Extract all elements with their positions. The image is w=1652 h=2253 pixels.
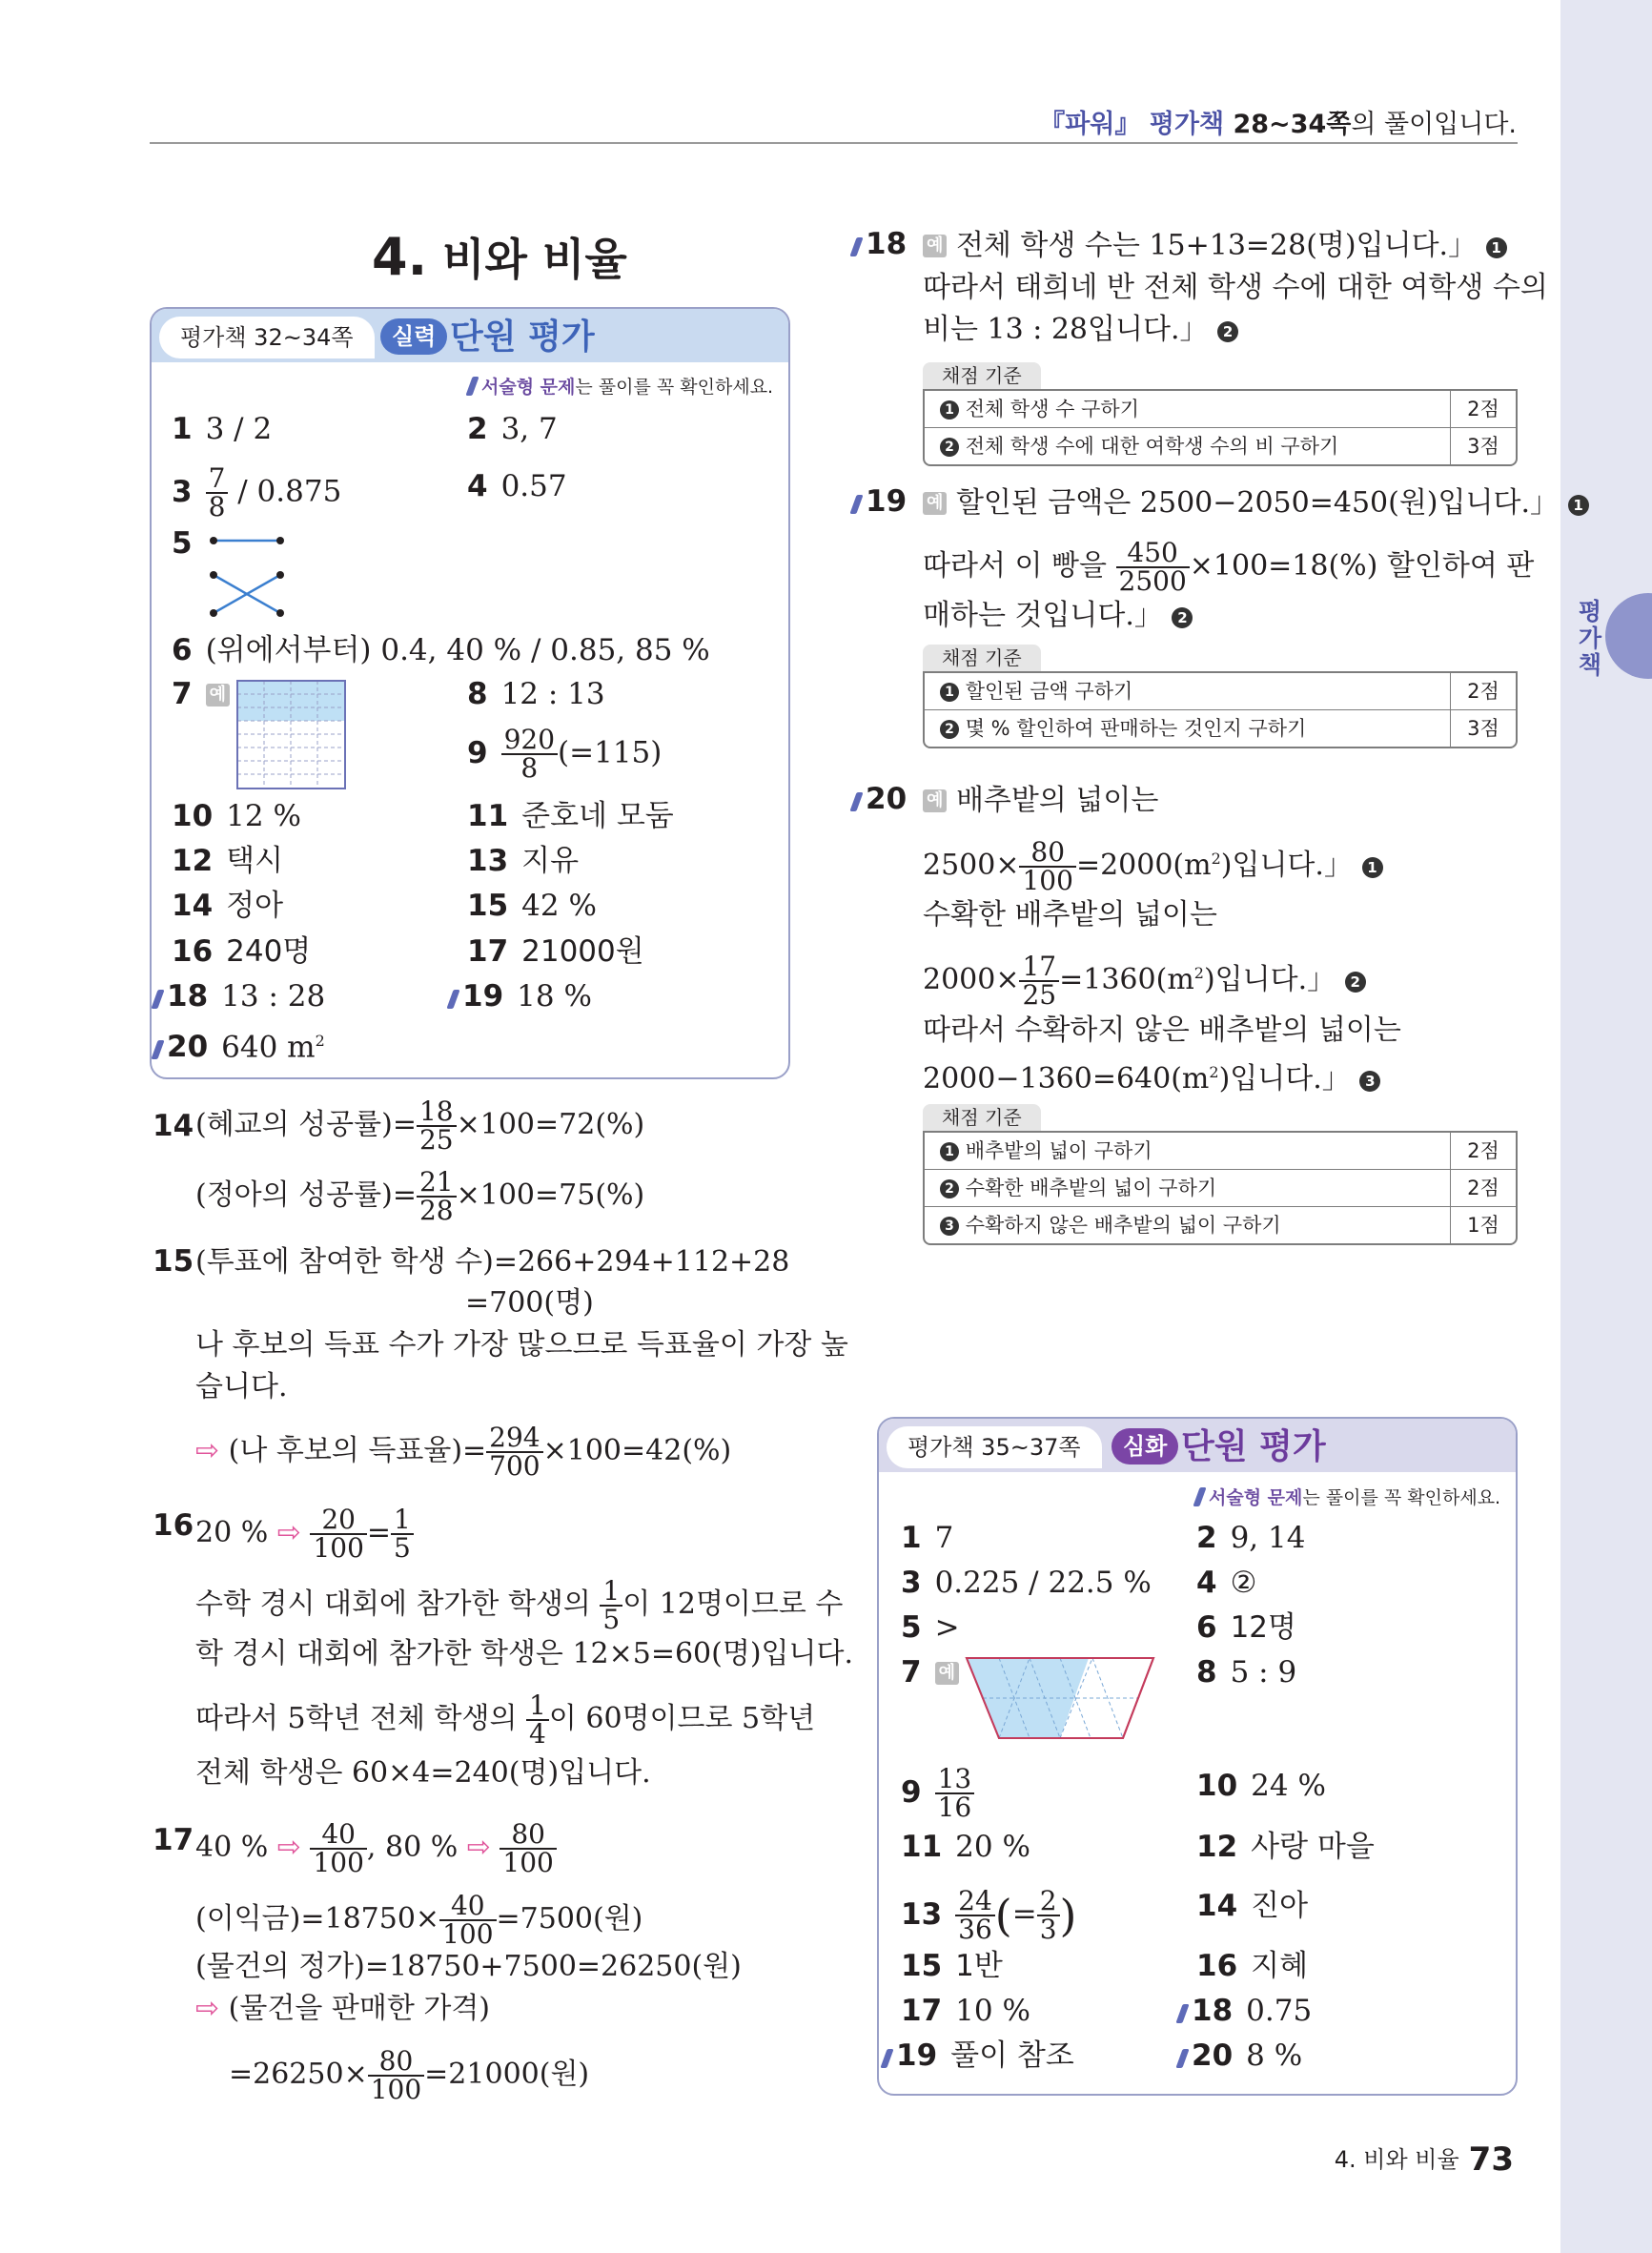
box2-answer-7: 7 예 <box>901 1653 959 1691</box>
q19-criteria-row: 2 몇 % 할인하여 판매하는 것인지 구하기 3점 <box>925 710 1516 747</box>
box2-answer-9: 9 $\frac{13}{16}$ <box>901 1766 974 1821</box>
box1-answer-8: 8 12 : 13 <box>467 677 605 711</box>
box2-answer-19: 19 풀이 참조 <box>884 2037 1074 2075</box>
grid-coloring-diagram <box>236 680 347 790</box>
box2-ref: 평가책 35~37쪽 <box>887 1426 1102 1468</box>
q20-line-3: 수확한 배추밭의 넓이는 <box>923 898 1217 932</box>
q17-line-5: =26250× $\frac{80}{100}$ =21000(원) <box>229 2045 590 2105</box>
header-range: 28~34쪽 <box>1233 110 1352 139</box>
right-sidebar <box>1560 0 1652 2253</box>
q20-criteria-table <box>923 1131 1518 1245</box>
box1-answer-19: 19 18 % <box>450 977 592 1015</box>
box2-answer-10: 10 24 % <box>1196 1769 1326 1803</box>
box1-answer-9: 9 $\frac{920}{8}$ (=115) <box>467 724 663 784</box>
arrow-icon: ⇨ <box>195 1434 220 1467</box>
side-tab-label: 평가책 <box>1578 598 1602 679</box>
q20-line-1: 예 배추밭의 넓이는 <box>923 782 1158 820</box>
q20-line-6: $2000-1360=640(m^2)$입니다.」 3 <box>923 1054 1380 1098</box>
header-prefix: 『파워』 평가책 <box>1039 110 1234 139</box>
box2-answer-13: 13 $\frac{24}{36}$ (= $\frac{2}{3}$ ) <box>901 1885 1077 1945</box>
q18-criteria-row: 2 전체 학생 수에 대한 여학생 수의 비 구하기 3점 <box>925 428 1516 464</box>
box1-title: 단원 평가 <box>450 317 595 357</box>
box2-answer-11: 11 20 % <box>901 1830 1030 1864</box>
q16-number: 16 <box>153 1508 194 1543</box>
q18-criteria-label: 채점 기준 <box>923 362 1041 389</box>
box1-answer-11: 11 준호네 모둠 <box>467 799 674 833</box>
q20-line-5: 따라서 수확하지 않은 배추밭의 넓이는 <box>923 1014 1401 1047</box>
box2-answer-20: 20 8 % <box>1179 2037 1302 2075</box>
box2-answer-2: 2 9, 14 <box>1196 1521 1306 1555</box>
box1-answer-14: 14 정아 <box>172 889 284 923</box>
q19-criteria-table <box>923 671 1518 748</box>
header-divider <box>150 142 1518 144</box>
box1-answer-7: 7 예 <box>172 675 230 713</box>
q14-number: 14 <box>153 1109 194 1143</box>
q18-line-2: 따라서 태희네 반 전체 학생 수에 대한 여학생 수의 <box>923 271 1548 304</box>
q16-line-2: 수학 경시 대회에 참가한 학생의 $\frac{1}{5}$ 이 12명이므로 수 <box>195 1575 844 1635</box>
box2-answer-5: 5 > <box>901 1610 960 1645</box>
box1-badge: 실력 <box>380 318 447 355</box>
box2-answer-8: 8 5 : 9 <box>1196 1655 1297 1690</box>
arrow-icon: ⇨ <box>276 1516 301 1549</box>
box2-answer-12: 12 사랑 마을 <box>1196 1830 1375 1864</box>
box1-answer-2: 2 3, 7 <box>467 412 558 446</box>
page-footer <box>1335 2140 1514 2179</box>
box2-answer-16: 16 지혜 <box>1196 1949 1309 1983</box>
q18-line-1: 예 전체 학생 수는 15+13=28(명)입니다.」 1 <box>923 227 1507 265</box>
page-header <box>1039 103 1517 140</box>
box1-answer-12: 12 택시 <box>172 844 284 878</box>
q17-line-2: (이익금)=18750× $\frac{40}{100}$ =7500(원) <box>195 1890 643 1950</box>
box2-answer-1: 1 7 <box>901 1521 954 1555</box>
q17-line-1: 40 % ⇨ $\frac{40}{100}$ , 80 % ⇨ $\frac{80}{100}$ <box>195 1821 557 1876</box>
box1-answer-15: 15 42 % <box>467 889 597 923</box>
q20-number: 20 <box>853 782 907 816</box>
box1-answer-13: 13 지유 <box>467 844 580 878</box>
q20-criteria-label: 채점 기준 <box>923 1104 1041 1131</box>
box2-answer-18: 18 0.75 <box>1179 1992 1312 2030</box>
q15-line-3: 나 후보의 득표 수가 가장 많으므로 득표율이 가장 높 <box>195 1328 848 1362</box>
q15-line-4: 습니다. <box>195 1370 288 1403</box>
q15-number: 15 <box>153 1244 194 1279</box>
box2-answer-17: 17 10 % <box>901 1994 1030 2028</box>
box1-answer-10: 10 12 % <box>172 799 301 833</box>
box2-answer-6: 6 12명 <box>1196 1610 1296 1645</box>
q20-line-2: 2500× $\frac{80}{100}$ $=2000(m^2)$입니다.」 1 <box>923 839 1383 894</box>
q15-line-2: =700(명) <box>465 1286 594 1320</box>
box2-answer-4: 4 ② <box>1196 1566 1257 1600</box>
page-number: 73 <box>1468 2140 1514 2179</box>
section-title <box>372 225 627 288</box>
box1-answer-16: 16 240명 <box>172 934 312 969</box>
section-number: 4. <box>372 227 428 287</box>
q17-line-4: ⇨ (물건을 판매한 가격) <box>195 1992 490 2025</box>
box2-answer-15: 15 1반 <box>901 1949 1003 1983</box>
q14-line-1: (혜교의 성공률)= $\frac{18}{25}$ ×100=72(%) <box>195 1096 645 1156</box>
header-suffix: 의 풀이입니다. <box>1351 110 1517 139</box>
q16-line-3: 학 경시 대회에 참가한 학생은 12×5=60(명)입니다. <box>195 1637 854 1670</box>
box1-answer-20: 20 640 $m^2$ <box>154 1022 325 1066</box>
q15-line-1: (투표에 참여한 학생 수)=266+294+112+28 <box>195 1245 790 1279</box>
box2-badge: 심화 <box>1112 1428 1178 1464</box>
q19-line-3: 매하는 것입니다.」 2 <box>923 597 1193 635</box>
q19-line-1: 예 할인된 금액은 2500−2050=450(원)입니다.」 1 <box>923 484 1589 522</box>
box2-note: 서술형 문제는 풀이를 꼭 확인하세요. <box>1196 1484 1500 1509</box>
q16-line-1: 20 % ⇨ $\frac{20}{100}$ = $\frac{1}{5}$ <box>195 1506 414 1562</box>
q20-criteria-row: 3 수확하지 않은 배추밭의 넓이 구하기 1점 <box>925 1207 1516 1243</box>
q17-number: 17 <box>153 1823 194 1857</box>
q19-criteria-label: 채점 기준 <box>923 645 1041 671</box>
q18-criteria-table <box>923 389 1518 466</box>
q20-line-4: 2000× $\frac{17}{25}$ $=1360(m^2)$입니다.」 2 <box>923 953 1366 1009</box>
trapezoid-diagram <box>965 1656 1155 1742</box>
q15-line-5: ⇨ (나 후보의 득표율)= $\frac{294}{700}$ ×100=42(%) <box>195 1422 732 1482</box>
q20-criteria-row: 2 수확한 배추밭의 넓이 구하기 2점 <box>925 1170 1516 1207</box>
q18-number: 18 <box>853 227 907 261</box>
box2-answer-14: 14 진아 <box>1196 1889 1309 1923</box>
box1-answer-1: 1 3 / 2 <box>172 412 273 446</box>
box1-answer-4: 4 0.57 <box>467 469 567 503</box>
box1-answer-18: 18 13 : 28 <box>154 977 325 1015</box>
q19-criteria-row: 1 할인된 금액 구하기 2점 <box>925 673 1516 710</box>
box1-answer-3: 3 $\frac{7}{8}$ / 0.875 <box>172 462 342 522</box>
matching-lines-diagram <box>205 529 291 625</box>
box2-title: 단원 평가 <box>1181 1427 1326 1466</box>
box1-ref: 평가책 32~34쪽 <box>159 317 375 358</box>
q20-criteria-row: 1 배추밭의 넓이 구하기 2점 <box>925 1133 1516 1170</box>
box1-note: 서술형 문제는 풀이를 꼭 확인하세요. <box>469 373 773 399</box>
q19-number: 19 <box>853 484 907 519</box>
box1-answer-6: 6 (위에서부터) 0.4, 40 % / 0.85, 85 % <box>172 633 710 667</box>
box1-answer-5: 5 <box>172 526 193 561</box>
q16-line-5: 전체 학생은 60×4=240(명)입니다. <box>195 1756 651 1790</box>
q17-line-3: (물건의 정가)=18750+7500=26250(원) <box>195 1950 742 1983</box>
q14-line-2: (정아의 성공률)= $\frac{21}{28}$ ×100=75(%) <box>195 1166 645 1226</box>
q19-line-2: 따라서 이 빵을 $\frac{450}{2500}$ ×100=18(%) 할인하여 판 <box>923 537 1535 597</box>
q18-criteria-row: 1 전체 학생 수 구하기 2점 <box>925 391 1516 428</box>
footer-chapter: 4. 비와 비율 <box>1334 2146 1459 2173</box>
q16-line-4: 따라서 5학년 전체 학생의 $\frac{1}{4}$ 이 60명이므로 5학년 <box>195 1690 816 1750</box>
q18-line-3: 비는 13 : 28입니다.」 2 <box>923 311 1238 349</box>
box2-answer-3: 3 0.225 / 22.5 % <box>901 1566 1152 1600</box>
box1-answer-17: 17 21000원 <box>467 934 644 969</box>
section-title-text: 비와 비율 <box>442 234 627 285</box>
